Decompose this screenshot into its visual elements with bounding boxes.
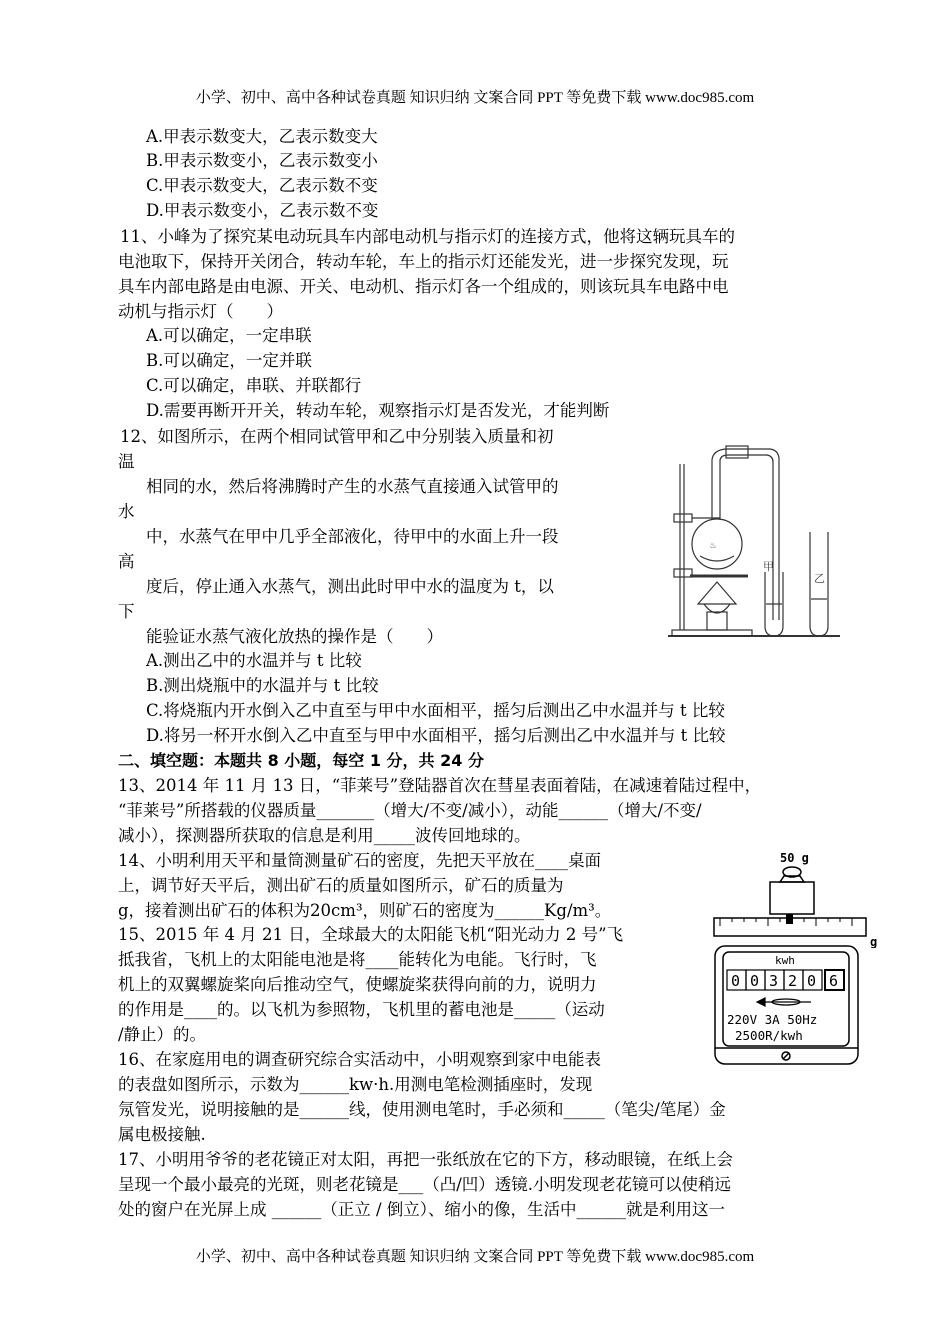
q11-option-d: D.需要再断开开关，转动车轮，观察指示灯是否发光，才能判断 xyxy=(146,401,610,420)
electricity-meter-figure xyxy=(713,944,860,1066)
q11-option-c: C.可以确定，串联、并联都行 xyxy=(146,376,362,395)
q15-line: 机上的双翼螺旋桨向后推动空气，使螺旋桨获得向前的力，说明力 xyxy=(118,975,597,994)
q11-option-a: A.可以确定，一定串联 xyxy=(146,326,312,345)
q14-line: 上，调节好天平后，测出矿石的质量如图所示，矿石的质量为 xyxy=(118,876,564,895)
meter-digit: 0 xyxy=(731,972,741,990)
q10-option-b: B.甲表示数变小，乙表示数变小 xyxy=(146,151,378,170)
q11-stem-line: 电池取下，保持开关闭合，转动车轮，车上的指示灯还能发光，进一步探究发现，玩 xyxy=(118,252,729,271)
page-footer: 小学、初中、高中各种试卷真题 知识归纳 文案合同 PPT 等免费下载 www.doc985.com xyxy=(195,1249,755,1265)
q12-stem-line: 高 xyxy=(118,552,135,571)
q15-line: 抵我省，飞机上的太阳能电池是将____能转化为电能。飞行时，飞 xyxy=(118,950,597,969)
meter-digit: 2 xyxy=(788,972,798,990)
meter-unit: kwh xyxy=(775,954,795,967)
steam-apparatus-figure xyxy=(660,444,845,640)
q11-stem-line: 11、小峰为了探究某电动玩具车内部电动机与指示灯的连接方式，他将这辆玩具车的 xyxy=(120,227,735,246)
q16-line: 属电极接触. xyxy=(118,1125,206,1144)
scale-unit-label: g xyxy=(870,935,878,948)
q12-stem-line: 下 xyxy=(118,602,135,621)
meter-rotor-icon xyxy=(757,998,811,1006)
q12-stem-line: 12、如图所示，在两个相同试管甲和乙中分别装入质量和初 xyxy=(120,427,554,446)
q12-option-c: C.将烧瓶内开水倒入乙中直至与甲中水面相平，摇匀后测出乙中水温并与 t 比较 xyxy=(146,701,725,720)
steam-apparatus-drawing xyxy=(660,444,845,640)
q13-line: 13、2014 年 11 月 13 日，“菲莱号”登陆器首次在彗星表面着陆，在减速着陆过程中， xyxy=(118,776,762,795)
q16-line: 的表盘如图所示，示数为______kw·h.用测电笔检测插座时，发现 xyxy=(118,1075,593,1094)
page-header: 小学、初中、高中各种试卷真题 知识归纳 文案合同 PPT 等免费下载 www.doc985.com xyxy=(195,90,755,106)
svg-text:♨: ♨ xyxy=(710,540,717,551)
q12-stem-line: 度后，停止通入水蒸气，测出此时甲中水的温度为 t，以 xyxy=(146,577,554,596)
section-2-title: 二、填空题：本题共 8 小题，每空 1 分，共 24 分 xyxy=(118,751,484,770)
tube-yi-label: 乙 xyxy=(814,572,825,585)
q10-option-d: D.甲表示数变小，乙表示数不变 xyxy=(146,201,379,220)
meter-drawing xyxy=(713,944,860,1066)
balance-figure xyxy=(712,848,884,948)
q17-line: 呈现一个最小最亮的光斑，则老花镜是___（凸/凹）透镜.小明发现老花镜可以使稍远 xyxy=(118,1175,732,1194)
meter-digit: 0 xyxy=(750,972,760,990)
balance-drawing xyxy=(712,848,884,948)
meter-digit: 0 xyxy=(807,972,817,990)
q15-line: 的作用是____的。以飞机为参照物，飞机里的蓄电池是_____（运动 xyxy=(118,1000,605,1019)
q11-option-b: B.可以确定，一定并联 xyxy=(146,351,312,370)
q16-line: 氖管发光，说明接触的是______线，使用测电笔时，手必须和_____（笔尖/笔尾）金 xyxy=(118,1100,726,1119)
q12-stem-line: 能验证水蒸气液化放热的操作是（ ） xyxy=(146,627,443,646)
q12-stem-line: 相同的水，然后将沸腾时产生的水蒸气直接通入试管甲的 xyxy=(146,477,559,496)
q12-option-d: D.将另一杯开水倒入乙中直至与甲中水面相平，摇匀后测出乙中水温并与 t 比较 xyxy=(146,726,726,745)
meter-spec-line2: 2500R/kwh xyxy=(735,1028,803,1043)
q12-option-a: A.测出乙中的水温并与 t 比较 xyxy=(146,651,362,670)
q15-line: /静止）的。 xyxy=(118,1025,207,1044)
q12-stem-line: 中，水蒸气在甲中几乎全部液化，待甲中的水面上升一段 xyxy=(146,527,559,546)
meter-spec-line1: 220V 3A 50Hz xyxy=(727,1012,818,1027)
q17-line: 17、小明用爷爷的老花镜正对太阳，再把一张纸放在它的下方，移动眼镜，在纸上会 xyxy=(118,1150,733,1169)
tube-jia-label: 甲 xyxy=(763,560,774,573)
q17-line: 处的窗户在光屏上成 ______（正立 / 倒立）、缩小的像，生活中______就是利用这一 xyxy=(118,1200,726,1219)
meter-digit-decimal: 6 xyxy=(829,972,839,990)
q16-line: 16、在家庭用电的调查研究综合实活动中，小明观察到家中电能表 xyxy=(118,1050,601,1069)
q13-line: 减小），探测器所获取的信息是利用_____波传回地球的。 xyxy=(118,826,531,845)
q15-line: 15、2015 年 4 月 21 日，全球最大的太阳能飞机“阳光动力 2 号”飞 xyxy=(118,925,624,944)
q12-option-b: B.测出烧瓶中的水温并与 t 比较 xyxy=(146,676,379,695)
q11-stem-line: 具车内部电路是由电源、开关、电动机、指示灯各一个组成的，则该玩具车电路中电 xyxy=(118,277,729,296)
meter-digit: 3 xyxy=(769,972,779,990)
q12-stem-line: 温 xyxy=(118,452,135,471)
q11-stem-line: 动机与指示灯（ ） xyxy=(118,302,283,321)
q12-stem-line: 水 xyxy=(118,502,135,521)
q13-line: “菲莱号”所搭载的仪器质量_______（增大/不变/减小），动能______（增大/不变/ xyxy=(118,801,702,820)
weight-label: 50 g xyxy=(780,851,809,865)
q10-option-c: C.甲表示数变大，乙表示数不变 xyxy=(146,176,378,195)
q14-line: g，接着测出矿石的体积为20cm³，则矿石的密度为______Kg/m³。 xyxy=(118,901,612,920)
q10-option-a: A.甲表示数变大，乙表示数变大 xyxy=(146,127,378,146)
q14-line: 14、小明利用天平和量筒测量矿石的密度，先把天平放在____桌面 xyxy=(118,851,601,870)
